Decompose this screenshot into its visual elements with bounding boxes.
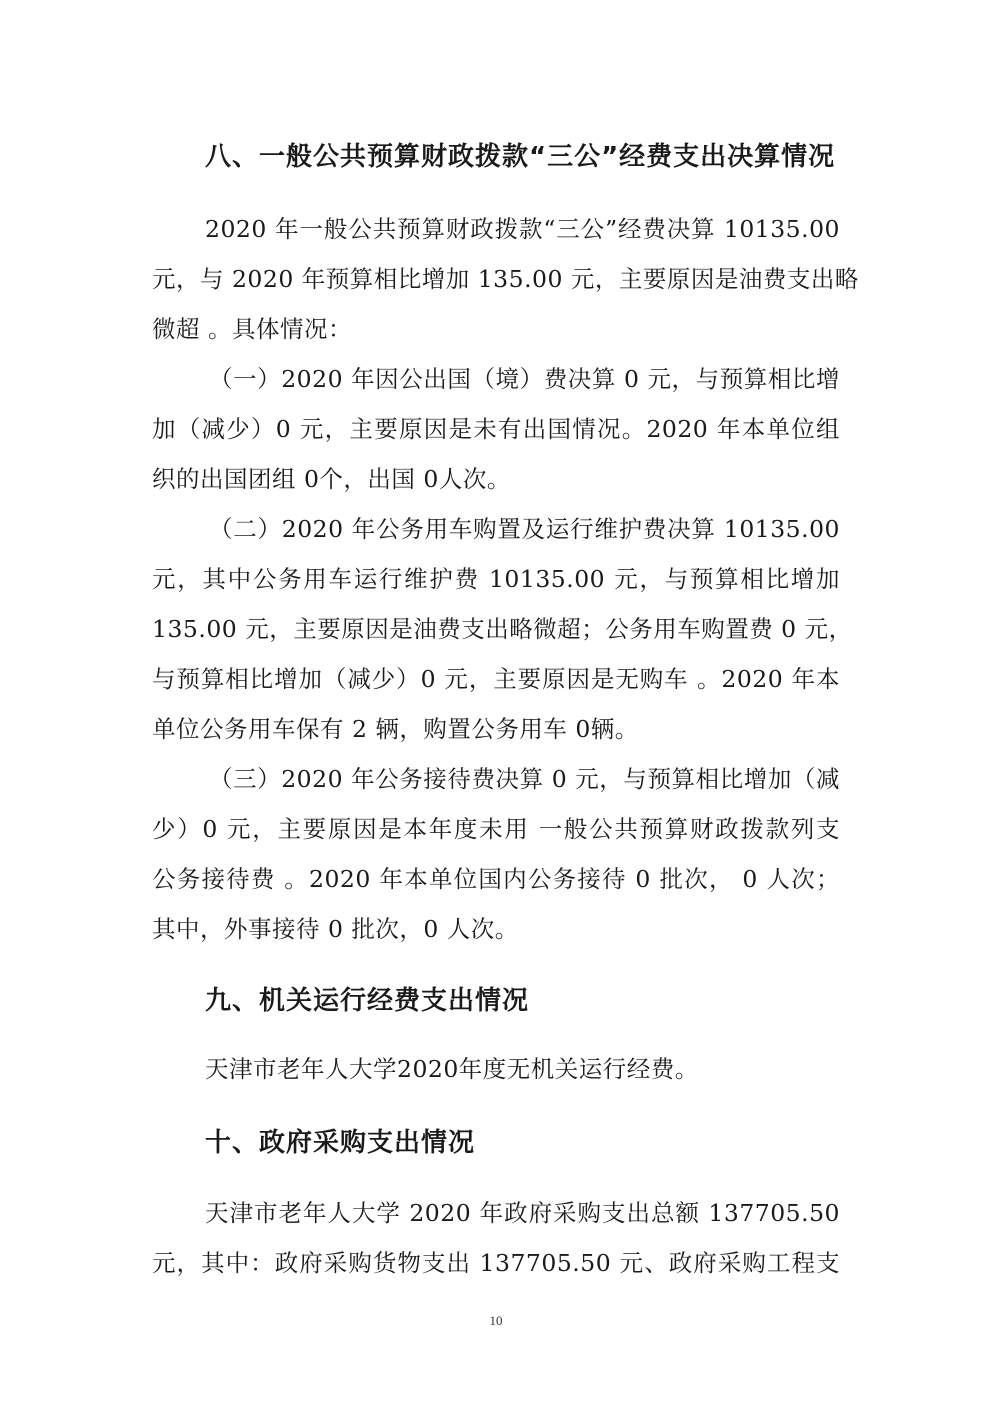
section-8-heading: 八、一般公共预算财政拨款“三公”经费支出决算情况 — [205, 142, 836, 172]
item-1-line-3: 织的出国团组 0个，出国 0人次。 — [152, 465, 511, 493]
item-2-line-4: 与预算相比增加（减少）0 元，主要原因是无购车 。2020 年本 — [152, 665, 840, 693]
item-3-line-4: 其中，外事接待 0 批次，0 人次。 — [152, 915, 519, 943]
item-2-line-1: （二）2020 年公务用车购置及运行维护费决算 10135.00 — [209, 515, 840, 543]
section-8-intro-line-1: 2020 年一般公共预算财政拨款“三公”经费决算 10135.00 — [205, 215, 840, 243]
item-1-line-1: （一）2020 年因公出国（境）费决算 0 元，与预算相比增 — [209, 365, 840, 393]
section-10-line-2: 元，其中：政府采购货物支出 137705.50 元、政府采购工程支 — [152, 1249, 840, 1277]
page-number: 10 — [489, 1313, 503, 1328]
item-2-line-5: 单位公务用车保有 2 辆，购置公务用车 0辆。 — [152, 715, 639, 743]
section-8-intro-line-3: 微超 。具体情况： — [152, 315, 352, 343]
item-3-line-1: （三）2020 年公务接待费决算 0 元，与预算相比增加（减 — [209, 765, 840, 793]
section-10-line-1: 天津市老年人大学 2020 年政府采购支出总额 137705.50 — [205, 1199, 840, 1227]
section-9-heading: 九、机关运行经费支出情况 — [205, 986, 530, 1016]
item-3-line-3: 公务接待费 。2020 年本单位国内公务接待 0 批次， 0 人次； — [152, 865, 840, 893]
item-3-line-2: 少）0 元，主要原因是本年度未用 一般公共预算财政拨款列支 — [152, 815, 840, 843]
item-2-line-3: 135.00 元，主要原因是油费支出略微超；公务用车购置费 0 元， — [152, 615, 853, 643]
item-1-line-2: 加（减少）0 元，主要原因是未有出国情况。2020 年本单位组 — [152, 415, 840, 443]
section-9-body: 天津市老年人大学2020年度无机关运行经费。 — [205, 1055, 699, 1083]
item-2-line-2: 元，其中公务用车运行维护费 10135.00 元，与预算相比增加 — [152, 565, 840, 593]
section-10-heading: 十、政府采购支出情况 — [205, 1128, 476, 1158]
section-8-intro-line-2: 元，与 2020 年预算相比增加 135.00 元，主要原因是油费支出略 — [152, 265, 859, 293]
